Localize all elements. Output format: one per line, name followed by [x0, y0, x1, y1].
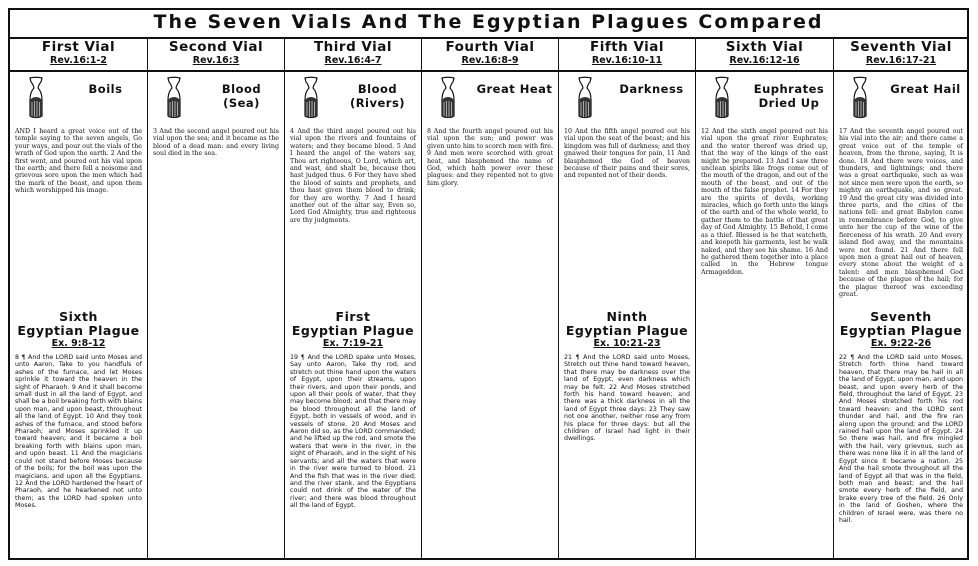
vial-scripture-text: 8 And the fourth angel poured out his vial upon the sun; and power was given unto him to scorch men with fire. 9 And men were scorched with great heat, and blasphemed the name of God, which hath power over these plagues: and they repented not to give him glory.	[427, 128, 554, 187]
plague-scripture-text: 22 ¶ And the LORD said unto Moses, Stretch forth thine hand toward heaven, that there may be hail in all the land of Egypt, upon man, and upon beast, and upon every herb of the field, throughout the land of Egypt. 23 And Moses stretched forth his rod toward heaven: and the LORD sent thunder and hail, and the fire ran along upon the ground; and the LORD rained hail upon the land of Egypt. 24 So there was hail, and fire mingled with the hail, very grievous, such as there was none like it in all the land of Egypt since it became a nation. 25 And the hail smote throughout all the land of Egypt all that was in the field, both man and beast; and the hail smote every herb of the field, and brake every tree of the field. 26 Only in the land of Goshen, where the children of Israel were, was there no hail.	[839, 354, 963, 524]
plague-number: First	[335, 309, 371, 324]
comparison-chart	[8, 8, 969, 560]
plague-reference: Ex. 7:19-21	[322, 338, 384, 349]
vial-column-6	[695, 38, 833, 558]
vial-scripture-text: 4 And the third angel poured out his vial upon the rivers and fountains of waters; and they became blood. 5 And I heard the angel of the waters say, Thou art righteous, O Lord, which art, and wast, and shalt be, because thou hast judged thus. 6 For they have shed the blood of saints and prophets, and thou hast given them blood to drink; for they are worthy. 7 And I heard another out of the altar say, Even so, Lord God Almighty, true and righteous are thy judgments.	[290, 128, 416, 224]
plague-number: Sixth	[59, 309, 98, 324]
plague-reference: Ex. 9:8-12	[51, 338, 106, 349]
vial-name: Second Vial	[168, 39, 264, 55]
vial-name: Sixth Vial	[725, 39, 804, 55]
vial-icon	[293, 76, 329, 120]
vial-plague-label: Great Hail	[890, 82, 961, 96]
egyptian-plague-section	[559, 309, 695, 443]
vial-reference: Rev.16:4-7	[324, 55, 382, 66]
plague-reference: Ex. 10:21-23	[593, 338, 661, 349]
egyptian-plague-section	[834, 309, 968, 524]
vial-reference: Rev.16:8-9	[461, 55, 519, 66]
vial-header	[285, 38, 421, 72]
vial-icon	[18, 76, 54, 120]
vial-header	[148, 38, 284, 72]
vial-icon	[842, 76, 878, 120]
vial-header	[10, 38, 147, 72]
vial-icon	[704, 76, 740, 120]
plague-name: Egyptian Plague	[17, 323, 140, 338]
vial-reference: Rev.16:17-21	[865, 55, 937, 66]
plague-name: Egyptian Plague	[291, 323, 415, 338]
vial-column-7	[833, 38, 968, 558]
vial-icon	[567, 76, 603, 120]
vial-plague-label: Darkness	[619, 82, 684, 96]
vial-reference: Rev.16:12-16	[729, 55, 800, 66]
vial-reference: Rev.16:10-11	[591, 55, 663, 66]
vial-scripture-text: AND I heard a great voice out of the temple saying to the seven angels, Go your ways, and pour out the vials of the wrath of God upon the earth. 2 And the first went, and poured out his vial upon the earth; and there fell a noisome and grievous sore upon the men which had the mark of the beast, and upon them which worshipped his image.	[15, 128, 142, 195]
vial-plague-label: Euphrates Dried Up	[753, 82, 825, 110]
plague-name: Egyptian Plague	[839, 323, 963, 338]
vial-reference: Rev.16:1-2	[50, 55, 107, 66]
vial-header	[834, 38, 968, 72]
vial-name: Fourth Vial	[445, 39, 535, 55]
plague-number: Ninth	[606, 309, 648, 324]
chart-title: The Seven Vials And The Egyptian Plagues Compared	[153, 11, 824, 33]
vial-plague-label: Blood (Rivers)	[349, 82, 406, 110]
vial-scripture-text: 12 And the sixth angel poured out his vial upon the great river Euphrates; and the water thereof was dried up, that the way of the kings of the east might be prepared. 13 And I saw three unclean spirits like frogs come out of the mouth of the dragon, and out of the mouth of the beast, and out of the mouth of the false prophet. 14 For they are the spirits of devils, working miracles, which go forth unto the kings of the earth and of the whole world, to gather them to the battle of that great day of God Almighty. 15 Behold, I come as a thief. Blessed is he that watcheth, and keepeth his garments, lest he walk naked, and they see his shame. 16 And he gathered them together into a place called in the Hebrew tongue Armageddon.	[701, 128, 828, 276]
vial-column-5	[558, 38, 695, 558]
vial-plague-label: Blood (Sea)	[221, 82, 262, 110]
vial-reference: Rev.16:3	[192, 55, 240, 66]
vial-header	[559, 38, 695, 72]
plague-number: Seventh	[870, 309, 932, 324]
egyptian-plague-section	[285, 309, 421, 510]
vial-column-1	[10, 38, 147, 558]
egyptian-plague-section	[10, 309, 147, 510]
vial-scripture-text: 3 And the second angel poured out his vial upon the sea; and it became as the blood of a dead man: and every living soul died in the sea.	[153, 128, 279, 158]
vial-name: Third Vial	[313, 39, 393, 55]
vial-plague-label: Great Heat	[476, 82, 553, 96]
vial-header	[422, 38, 558, 72]
vial-column-4	[421, 38, 558, 558]
plague-scripture-text: 19 ¶ And the LORD spake unto Moses, Say unto Aaron, Take thy rod, and stretch out thine hand upon the waters of Egypt, upon their streams, upon their rivers, and upon their ponds, and upon all their pools of water, that they may become blood; and that there may be blood throughout all the land of Egypt, both in vessels of wood, and in vessels of stone. 20 And Moses and Aaron did so, as the LORD commanded; and he lifted up the rod, and smote the waters that were in the river, in the sight of Pharaoh, and in the sight of his servants; and all the waters that were in the river were turned to blood. 21 And the fish that was in the river died; and the river stank, and the Egyptians could not drink of the water of the river; and there was blood throughout all the land of Egypt.	[290, 354, 416, 510]
vial-icon	[430, 76, 466, 120]
vial-column-2	[147, 38, 284, 558]
plague-scripture-text: 21 ¶ And the LORD said unto Moses, Stretch out thine hand toward heaven, that there may be darkness over the land of Egypt, even darkness which may be felt. 22 And Moses stretched forth his hand toward heaven; and there was a thick darkness in all the land of Egypt three days: 23 They saw not one another, neither rose any from his place for three days: but all the children of Israel had light in their dwellings.	[564, 354, 690, 443]
vial-scripture-text: 10 And the fifth angel poured out his vial upon the seat of the beast; and his kingdom was full of darkness; and they gnawed their tongues for pain, 11 And blasphemed the God of heaven because of their pains and their sores, and repented not of their deeds.	[564, 128, 690, 180]
plague-reference: Ex. 9:22-26	[870, 338, 932, 349]
vial-scripture-text: 17 And the seventh angel poured out his vial into the air; and there came a great voice out of the temple of heaven, from the throne, saying, It is done. 18 And there were voices, and thunders, and lightnings; and there was a great earthquake, such as was not since men were upon the earth, so mighty an earthquake, and so great. 19 And the great city was divided into three parts, and the cities of the nations fell: and great Babylon came in remembrance before God, to give unto her the cup of the wine of the fierceness of his wrath. 20 And every island fled away, and the mountains were not found. 21 And there fell upon men a great hail out of heaven, every stone about the weight of a talent: and men blasphemed God because of the plague of the hail; for the plague thereof was exceeding great.	[839, 128, 963, 298]
plague-name: Egyptian Plague	[565, 323, 689, 338]
vial-name: Seventh Vial	[850, 39, 952, 55]
vial-header	[696, 38, 833, 72]
vial-column-3	[284, 38, 421, 558]
vial-name: First Vial	[41, 39, 116, 55]
vial-plague-label: Boils	[88, 82, 123, 96]
vial-name: Fifth Vial	[589, 39, 665, 55]
plague-scripture-text: 8 ¶ And the LORD said unto Moses and unto Aaron, Take to you handfuls of ashes of the furnace, and let Moses sprinkle it toward the heaven in the sight of Pharaoh. 9 And it shall become small dust in all the land of Egypt, and shall be a boil breaking forth with blains upon man, and upon beast, throughout all the land of Egypt. 10 And they took ashes of the furnace, and stood before Pharaoh; and Moses sprinkled it up toward heaven; and it became a boil breaking forth with blains upon man, and upon beast. 11 And the magicians could not stand before Moses because of the boils; for the boil was upon the magicians, and upon all the Egyptians. 12 And the LORD hardened the heart of Pharaoh, and he hearkened not unto them; as the LORD had spoken unto Moses.	[15, 354, 142, 510]
vial-icon	[156, 76, 192, 120]
